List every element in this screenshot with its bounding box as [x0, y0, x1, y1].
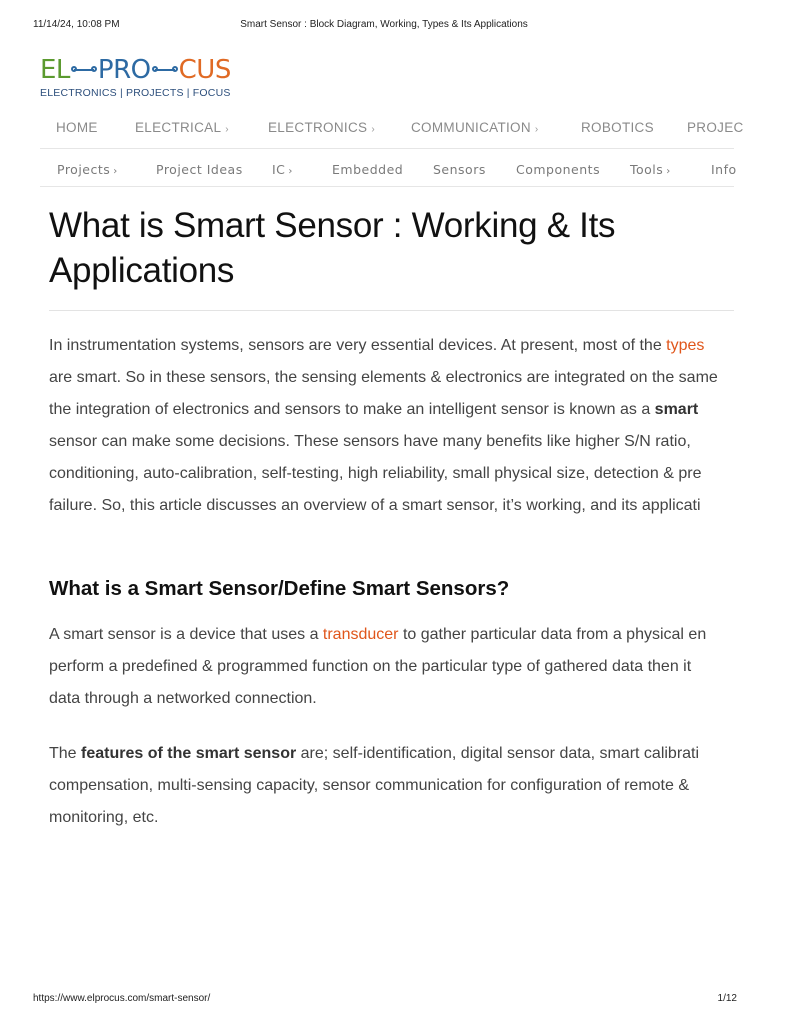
text-span: are; self-identification, digital sensor data, smart calibrati [296, 745, 700, 762]
features-paragraph [49, 738, 809, 834]
subnav-item-label: Sensors [433, 162, 486, 177]
print-url: https://www.elprocus.com/smart-sensor/ [33, 993, 211, 1004]
subnav-item-embedded[interactable] [332, 162, 403, 177]
subnav-item-sensors[interactable] [433, 162, 486, 177]
subnav-item-label: Info [711, 162, 737, 177]
nav-item-robotics[interactable] [581, 120, 654, 135]
subnav-item-project-ideas[interactable] [156, 162, 243, 177]
nav-item-electrical[interactable] [135, 120, 229, 135]
nav-item-label: ELECTRICAL [135, 120, 222, 135]
paragraph-line: perform a predefined & programmed function on the particular type of gathered data then it [49, 658, 692, 675]
text-span: In instrumentation systems, sensors are very essential devices. At present, most of the [49, 337, 667, 354]
nav-item-communication[interactable] [411, 120, 539, 135]
subnav-item-info[interactable] [711, 162, 737, 177]
intro-paragraph [49, 330, 809, 522]
text-span: A smart sensor is a device that uses a [49, 626, 323, 643]
subnav-item-label: Projects [57, 162, 111, 177]
site-logo[interactable] [40, 55, 231, 99]
nav-item-projects[interactable] [687, 120, 744, 135]
paragraph-line [49, 738, 809, 770]
logo-part-cus: CUS [178, 55, 231, 85]
logo-tagline: ELECTRONICS | PROJECTS | FOCUS [40, 87, 231, 99]
paragraph-line: failure. So, this article discusses an overview of a smart sensor, it’s working, and its applicati [49, 497, 701, 514]
chevron-right-icon: › [225, 124, 229, 135]
nav-item-label: COMMUNICATION [411, 120, 531, 135]
chevron-right-icon: › [534, 124, 539, 135]
nav-item-label: ELECTRONICS [268, 120, 368, 135]
nav-item-label: HOME [56, 120, 98, 135]
transducer-link[interactable]: transducer [322, 626, 399, 643]
link-chain-icon [152, 65, 178, 75]
primary-nav [40, 106, 744, 149]
title-divider [49, 310, 734, 311]
subnav-item-label: Project Ideas [156, 162, 243, 177]
text-span: to gather particular data from a physical en [398, 626, 707, 643]
chevron-right-icon: › [371, 124, 375, 135]
logo-part-pro: PRO [97, 55, 151, 85]
nav-item-home[interactable] [56, 120, 98, 135]
chevron-right-icon: › [666, 166, 671, 177]
subnav-item-label: IC [272, 162, 286, 177]
paragraph-line: are smart. So in these sensors, the sensing elements & electronics are integrated on the same [49, 369, 718, 386]
link-chain-icon [71, 65, 97, 75]
chevron-right-icon: › [288, 166, 293, 177]
nav-item-label: ROBOTICS [581, 120, 654, 135]
paragraph-line: conditioning, auto-calibration, self-testing, high reliability, small physical size, detection & pre [49, 465, 702, 482]
page-title-line: What is Smart Sensor : Working & Its [49, 206, 616, 245]
nav-item-label: PROJEC [687, 120, 744, 135]
paragraph-line: compensation, multi-sensing capacity, sensor communication for configuration of remote & [49, 777, 690, 794]
secondary-nav [40, 152, 737, 187]
paragraph-line: monitoring, etc. [49, 809, 159, 826]
subnav-item-ic[interactable] [272, 162, 293, 177]
paragraph-line: data through a networked connection. [49, 690, 317, 707]
page-title [49, 203, 749, 293]
print-datetime: 11/14/24, 10:08 PM [33, 19, 120, 30]
text-span: the integration of electronics and sensors to make an intelligent sensor is known as a [49, 401, 655, 418]
print-page-title: Smart Sensor : Block Diagram, Working, Types & Its Applications [240, 19, 528, 30]
nav-item-electronics[interactable] [268, 120, 375, 135]
section-heading: What is a Smart Sensor/Define Smart Sensors? [49, 577, 510, 600]
subnav-item-label: Tools [630, 162, 664, 177]
subnav-item-label: Components [516, 162, 601, 177]
paragraph-line [49, 394, 809, 426]
logo-part-el: EL [40, 55, 70, 85]
chevron-right-icon: › [113, 166, 118, 177]
subnav-item-tools[interactable] [630, 162, 671, 177]
bold-term: features of the smart sensor [81, 745, 297, 762]
paragraph-line [49, 619, 809, 651]
bold-term: smart [654, 401, 699, 418]
logo-wordmark [40, 55, 231, 85]
definition-paragraph [49, 619, 809, 715]
print-page-number: 1/12 [717, 993, 737, 1004]
subnav-item-label: Embedded [332, 162, 404, 177]
paragraph-line: sensor can make some decisions. These sensors have many benefits like higher S/N ratio, [49, 433, 691, 450]
page-title-line: Applications [49, 251, 235, 290]
subnav-item-projects[interactable] [57, 162, 118, 177]
text-span: The [49, 745, 82, 762]
types-link[interactable]: types [666, 337, 705, 354]
subnav-item-components[interactable] [516, 162, 600, 177]
paragraph-line [49, 330, 809, 362]
